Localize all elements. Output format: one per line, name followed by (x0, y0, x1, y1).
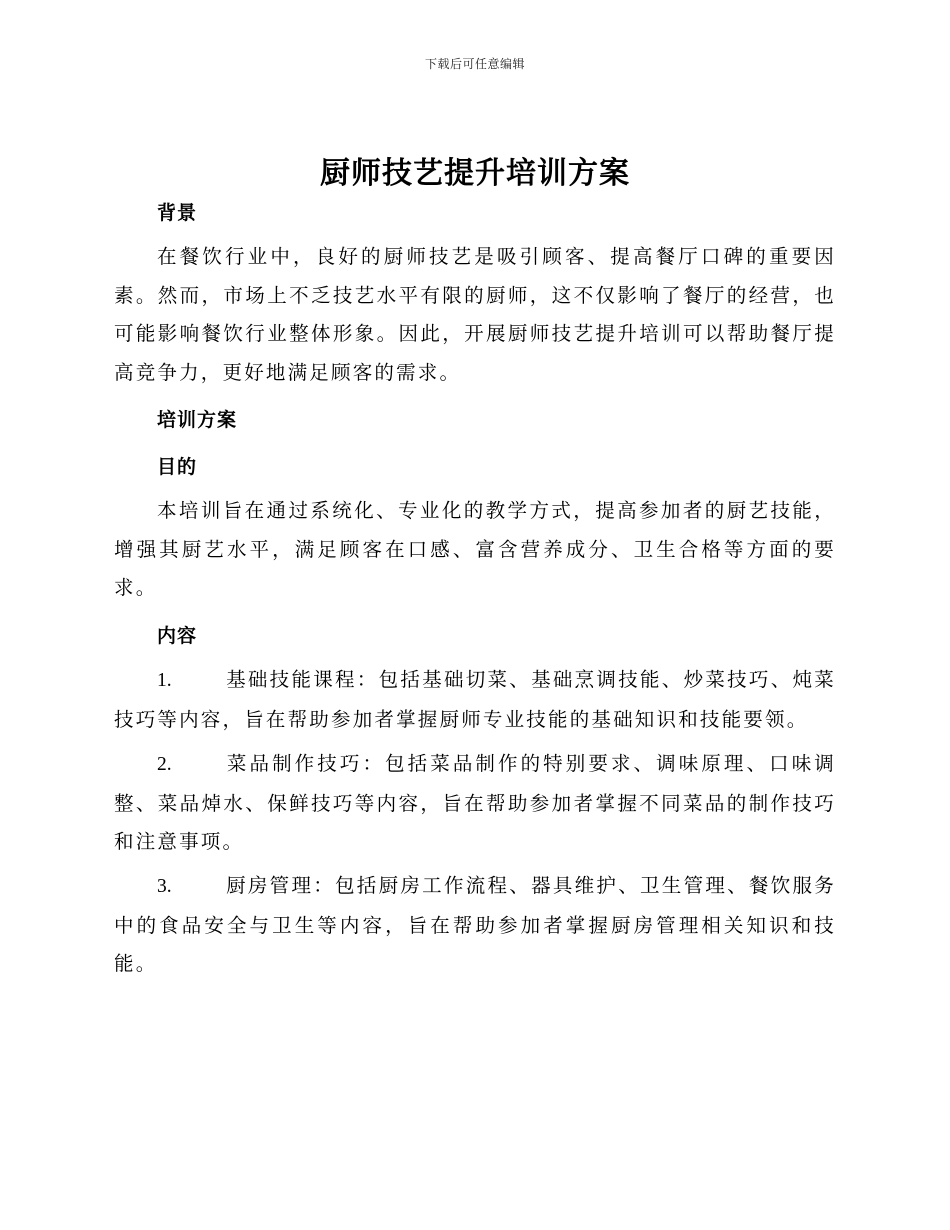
list-item-number: 2. (157, 754, 172, 775)
header-note: 下载后可任意编辑 (424, 57, 525, 71)
list-item-number: 3. (157, 876, 172, 897)
purpose-paragraph-block (114, 492, 836, 608)
list-item-text: 基础技能课程：包括基础切菜、基础烹调技能、炒菜技巧、炖菜技巧等内容，旨在帮助参加者掌握厨师专业技能的基础知识和技能要领。 (114, 668, 836, 731)
list-item (114, 867, 836, 984)
document-title: 厨师技艺提升培训方案 (320, 156, 630, 191)
purpose-paragraph: 本培训旨在通过系统化、专业化的教学方式，提高参加者的厨艺技能，增强其厨艺水平，满足顾客在口感、富含营养成分、卫生合格等方面的要求。 (114, 499, 836, 599)
content-list-item-3 (114, 867, 836, 984)
list-item-text: 厨房管理：包括厨房工作流程、器具维护、卫生管理、餐饮服务中的食品安全与卫生等内容，旨在帮助参加者掌握厨房管理相关知识和技能。 (114, 874, 836, 975)
list-item-text: 菜品制作技巧：包括菜品制作的特别要求、调味原理、口味调整、菜品焯水、保鲜技巧等内容，旨在帮助参加者掌握不同菜品的制作技巧和注意事项。 (114, 752, 836, 853)
list-item-number: 1. (157, 670, 172, 691)
content-list-item-1 (114, 661, 836, 739)
section-heading-content: 内容 (157, 625, 198, 647)
list-item (114, 745, 836, 862)
content-list-item-2 (114, 745, 836, 862)
section-heading-plan: 培训方案 (157, 409, 238, 431)
background-paragraph: 在餐饮行业中，良好的厨师技艺是吸引顾客、提高餐厅口碑的重要因素。然而，市场上不乏技艺水平有限的厨师，这不仅影响了餐厅的经营，也可能影响餐饮行业整体形象。因此，开展厨师技艺提升培训可以帮助餐厅提高竞争力，更好地满足顾客的需求。 (114, 245, 836, 384)
list-item (114, 661, 836, 739)
background-paragraph-block (114, 238, 836, 392)
section-heading-purpose: 目的 (157, 456, 198, 478)
section-heading-background: 背景 (157, 202, 198, 224)
